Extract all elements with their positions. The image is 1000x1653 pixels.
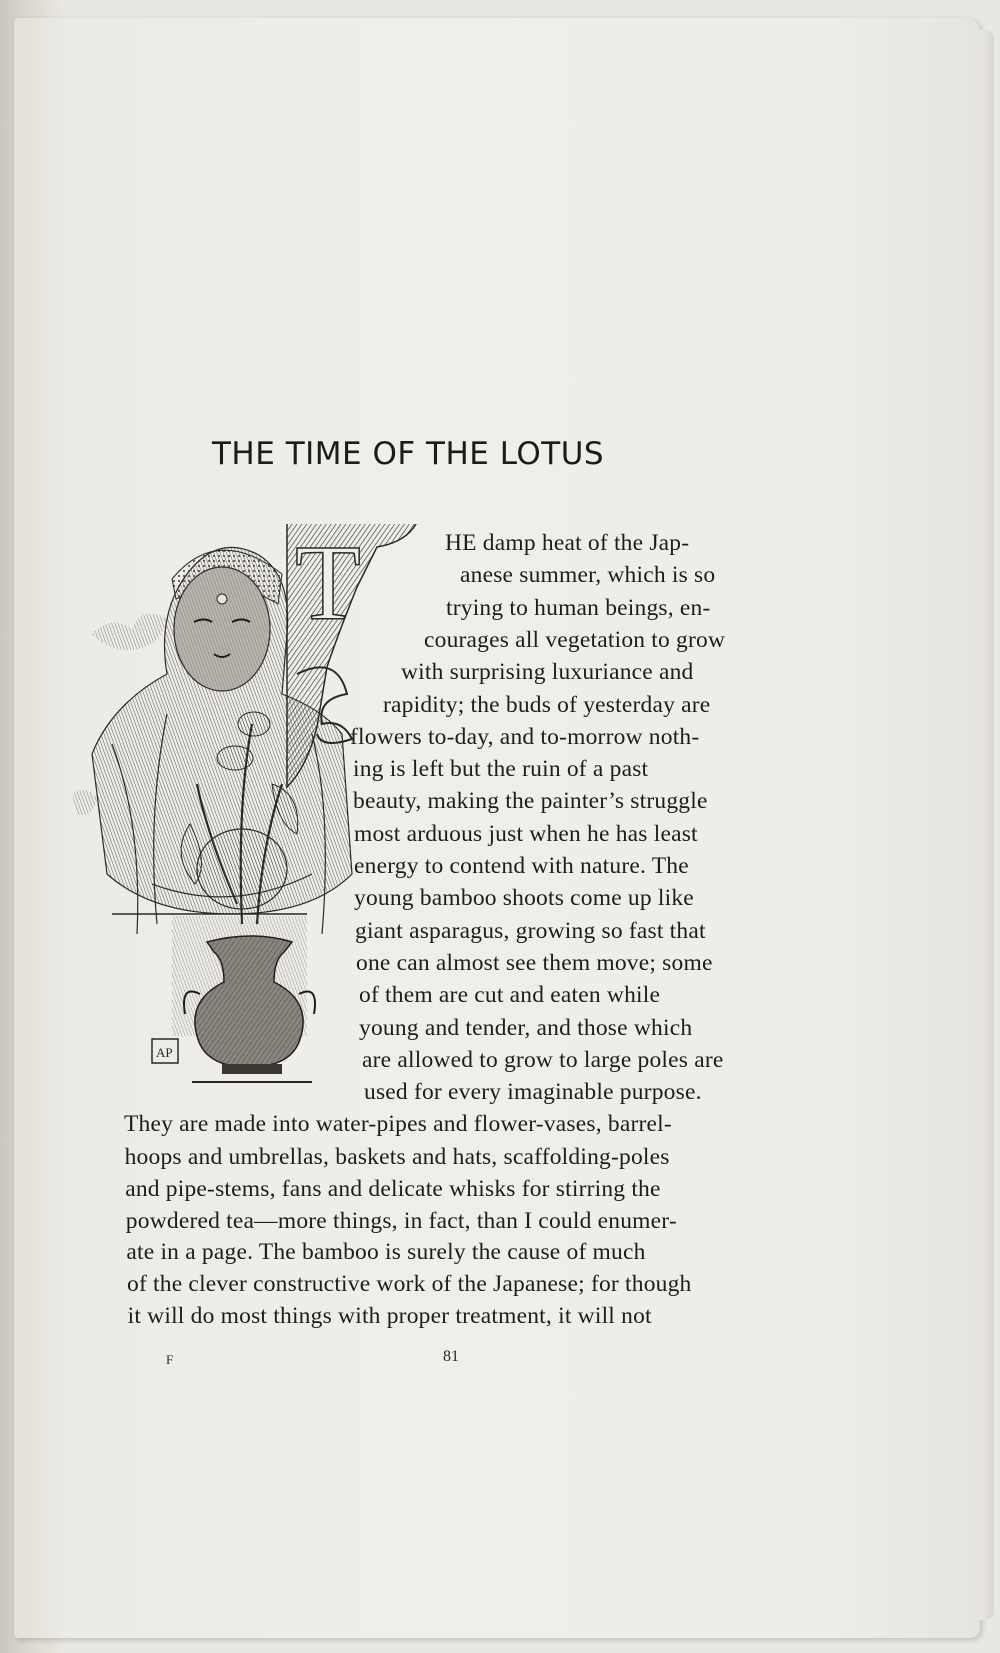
text-line: They are made into water-pipes and flower-vases, barrel- (124, 1111, 672, 1138)
text-line: HE damp heat of the Jap- (445, 530, 690, 556)
text-line: young bamboo shoots come up like (354, 885, 694, 912)
text-line: beauty, making the painter’s struggle (353, 788, 708, 815)
text-line: young and tender, and those which (359, 1014, 693, 1041)
text-line: powdered tea—more things, in fact, than I could enumer- (125, 1207, 677, 1234)
svg-text:AP: AP (156, 1045, 173, 1060)
text-line: hoops and umbrellas, baskets and hats, scaffolding-poles (124, 1143, 670, 1170)
text-line: giant asparagus, growing so fast that (355, 917, 706, 944)
text-line: energy to contend with nature. The (354, 853, 689, 879)
text-line: rapidity; the buds of yesterday are (383, 691, 711, 718)
page-number: 81 (443, 1348, 459, 1365)
text-line: anese summer, which is so (460, 562, 716, 589)
text-line: it will do most things with proper treatment, it will not (127, 1302, 652, 1329)
chapter-title: THE TIME OF THE LOTUS (212, 436, 605, 472)
text-line: are allowed to grow to large poles are (362, 1046, 724, 1073)
text-line: of the clever constructive work of the Japanese; for though (127, 1271, 692, 1298)
text-line: flowers to-day, and to-morrow noth- (350, 723, 700, 750)
drop-cap-letter: T (295, 524, 361, 643)
text-line: one can almost see them move; some (356, 949, 713, 976)
artist-monogram (152, 1039, 178, 1063)
text-line: ate in a page. The bamboo is surely the cause of much (126, 1239, 646, 1266)
signature-mark: F (166, 1352, 174, 1367)
text-line: with surprising luxuriance and (401, 659, 694, 686)
text-line: and pipe-stems, fans and delicate whisks for stirring the (125, 1176, 661, 1202)
text-line: most arduous just when he has least (354, 820, 698, 847)
text-line: of them are cut and eaten while (359, 982, 661, 1009)
text-line: used for every imaginable purpose. (364, 1079, 702, 1106)
text-line: courages all vegetation to grow (424, 626, 726, 653)
text-line: ing is left but the ruin of a past (353, 756, 649, 783)
text-line: trying to human beings, en- (446, 594, 711, 621)
page-edge (980, 30, 994, 1620)
